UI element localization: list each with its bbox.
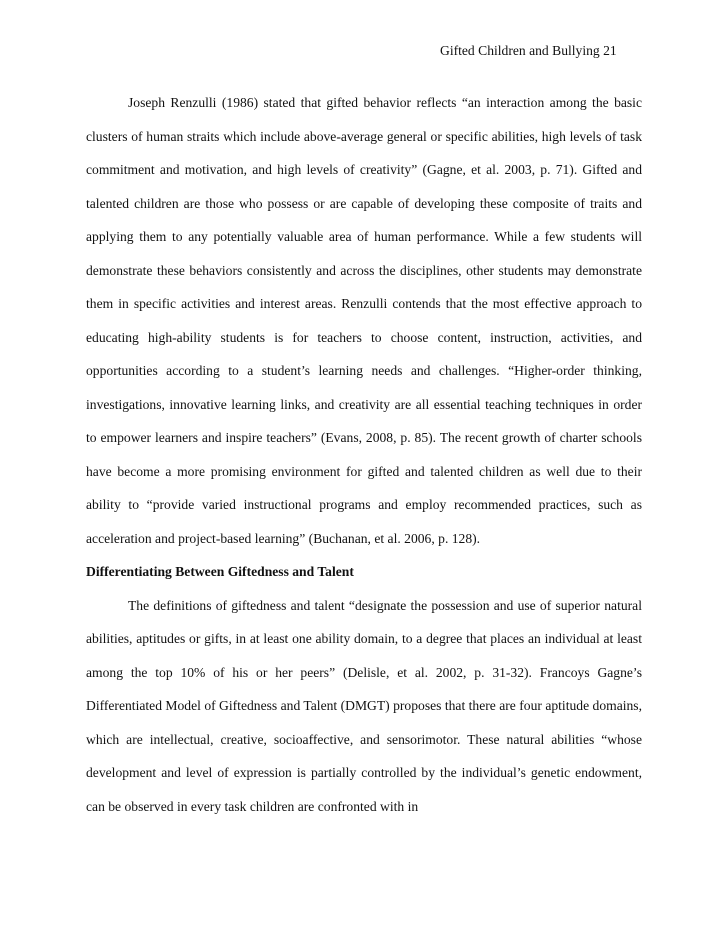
running-head: Gifted Children and Bullying 21: [440, 43, 617, 58]
body-text: [86, 86, 642, 823]
section-heading: Differentiating Between Giftedness and Talent: [86, 564, 354, 579]
paragraph-renzulli: Joseph Renzulli (1986) stated that gifted behavior reflects “an interaction among the basic clusters of human straits which include above-average general or specific abilities, high levels of task commitment and motivation, and high levels of creativity” (Gagne, et al. 2003, p. 71). Gifted and talented children are those who possess or are capable of developing these composite of traits and applying them to any potentially valuable area of human performance. While a few students will demonstrate these behaviors consistently and across the disciplines, other students may demonstrate them in specific activities and interest areas. Renzulli contends that the most effective approach to educating high-ability students is for teachers to choose content, instruction, activities, and opportunities according to a student’s learning needs and challenges. “Higher-order thinking, investigations, innovative learning links, and creativity are all essential teaching techniques in order to empower learners and inspire teachers” (Evans, 2008, p. 85). The recent growth of charter schools have become a more promising environment for gifted and talented children as well due to their ability to “provide varied instructional programs and employ recommended practices, such as acceleration and project-based learning” (Buchanan, et al. 2006, p. 128).: [86, 95, 642, 546]
paragraph-definitions: The definitions of giftedness and talent “designate the possession and use of superior natural abilities, aptitudes or gifts, in at least one ability domain, to a degree that places an individual at least among the top 10% of his or her peers” (Delisle, et al. 2002, p. 31-32). Francoys Gagne’s Differentiated Model of Giftedness and Talent (DMGT) proposes that there are four aptitude domains, which are intellectual, creative, socioaffective, and sensorimotor. These natural abilities “whose development and level of expression is partially controlled by the individual’s genetic endowment, can be observed in every task children are confronted with in: [86, 597, 642, 814]
